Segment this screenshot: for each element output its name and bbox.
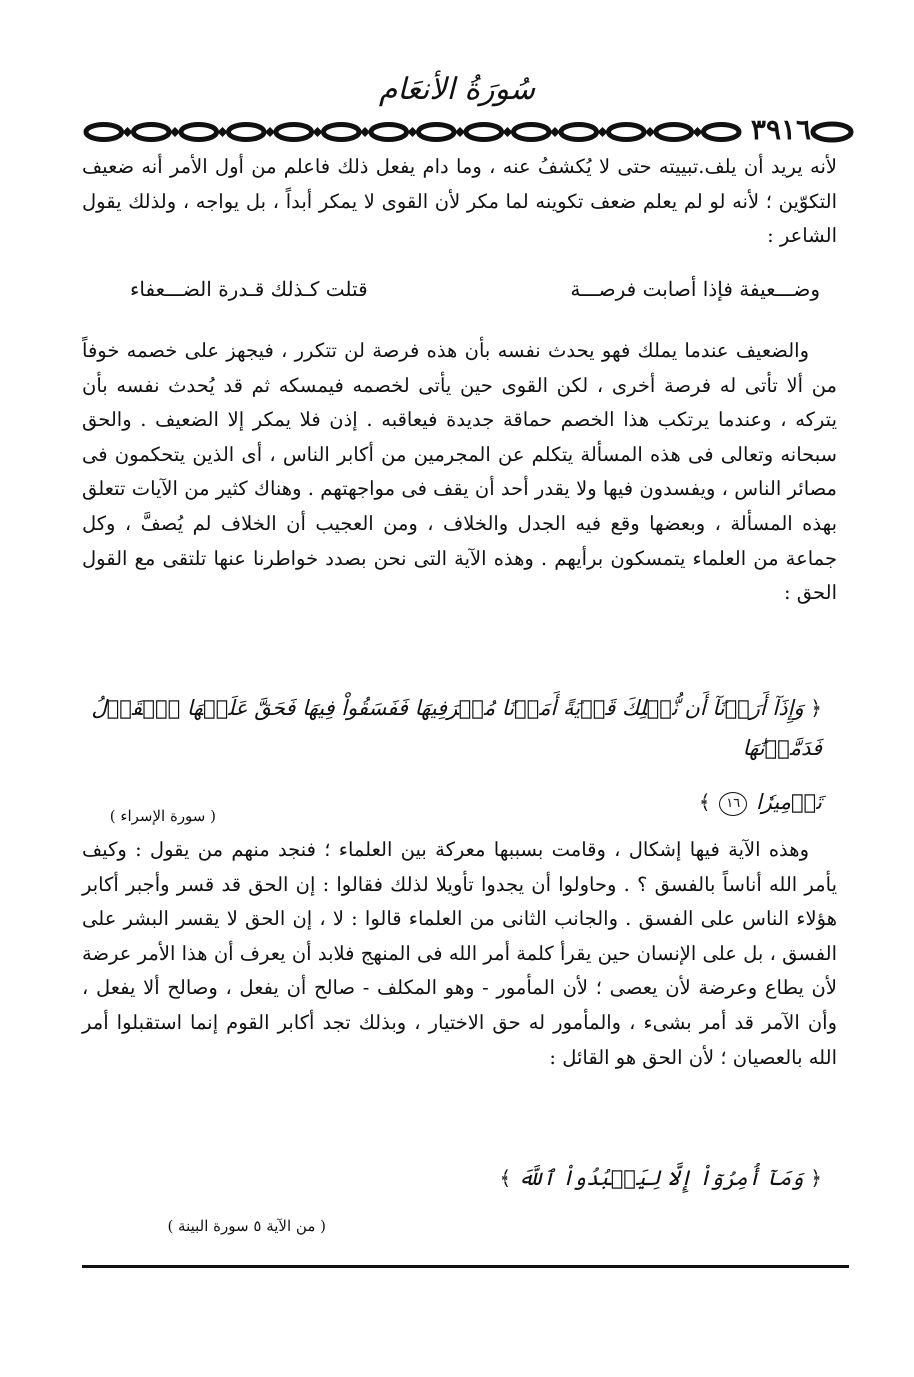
chain-link	[229, 125, 265, 140]
quran-reference-bayyina: ( من الآية ٥ سورة البينة )	[167, 1217, 326, 1235]
quran-verse-line-1	[82, 688, 822, 768]
poetry-verse	[130, 272, 820, 306]
chain-diamond	[503, 127, 513, 137]
chain-link	[86, 125, 122, 140]
chain-diamond	[598, 127, 608, 137]
quran-reference-isra: ( سورة الإسراء )	[109, 807, 216, 825]
ayah-number-marker: ١٦	[719, 792, 747, 816]
page-number: ٣٩١٦	[750, 113, 812, 146]
chain-diamond	[455, 127, 465, 137]
chain-diamond	[218, 127, 228, 137]
footer-divider	[82, 1265, 849, 1268]
ornamental-chain-end	[808, 118, 858, 146]
quran-verse-text: وَمَآ أُمِرُوٓاْ إِلَّا لِيَعۡبُدُواْ ٱللَّهَ	[517, 1166, 804, 1190]
chain-diamond	[170, 127, 180, 137]
paragraph-2: والضعيف عندما يملك فهو يحدث نفسه بأن هذه فرصة لن تتكرر ، فيجهز على خصمه خوفاً من ألا تأتى له فرصة أخرى ، لكن القوى حين يأتى لخصمه فيمسكه ثم قد يُحدث نفسه بأن يتركه ، وعندما يرتكب هذا الخصم حماقة جديدة فيعاقبه . إذن فلا يمكر إلا الضعيف . والحق سبحانه وتعالى فى هذه المسألة يتكلم عن المجرمين من أكابر الناس ، أى الذين يتحكمون فى مصائر الناس ، ويفسدون فيها ولا يقدر أحد أن يقف فى مواجهتهم . وهناك كثير من الآيات تتعلق بهذه المسألة ، وبعضها وقع فيه الجدل والخلاف ، ومن العجيب أن الخلاف لم يُصفَّ ، وكل جماعة من العلماء يتمسكون برأيهم . وهذه الآية التى نحن بصدد خواطرنا عنها تلتقى مع القول الحق :	[82, 339, 837, 605]
chain-link	[134, 125, 170, 140]
chain-link	[609, 125, 645, 140]
chain-link	[371, 125, 407, 140]
chain-link	[324, 125, 360, 140]
quran-open-ornament-icon: ﴿	[810, 1166, 822, 1190]
chain-diamond	[645, 127, 655, 137]
chain-diamond	[265, 127, 275, 137]
quran-verse-bayyina	[82, 1158, 822, 1198]
chain-diamond	[123, 127, 133, 137]
chain-link	[514, 125, 550, 140]
quran-verse-text: وَإِذَآ أَرَدۡنَآ أَن نُّهۡلِكَ قَرۡيَةً أَمَرۡنَا مُتۡرَفِيهَا فَفَسَقُواْ فِيهَا فَحَقَّ عَلَيۡهَا ٱلۡقَوۡلُ فَدَمَّرۡنَٰهَا	[91, 696, 822, 760]
quran-open-ornament-icon: ﴿	[810, 696, 822, 720]
paragraph-3: وهذه الآية فيها إشكال ، وقامت بسببها معركة بين العلماء ؛ فنجد منهم من يقول : وكيف يأمر الله أناساً بالفسق ؟ . وحاولوا أن يجدوا تأويلا لذلك فقالوا : إن الحق قد قسر وأجبر أكابر هؤلاء الناس على الفسق . والجانب الثانى من العلماء قالوا : لا ، إن الحق لا يقسر البشر على الفسق ، بل على الإنسان حين يقرأ كلمة أمر الله فى المنهج فلابد أن يعرف أن هذا الأمر عرضة لأن يطاع وعرضة لأن يعصى ؛ لأن المأمور - وهو المكلف - صالح أن يفعل ، وصالح ألا يفعل ، وأن الآمر قد أمر بشىء ، والمأمور له حق الاختيار ، وبذلك تجد أكابر القوم إنما استقبلوا أمر الله بالعصيان ؛ لأن الحق هو القائل :	[82, 838, 837, 1069]
chain-link	[466, 125, 502, 140]
quran-verse-isra	[82, 688, 822, 822]
chain-link	[704, 125, 740, 140]
ornamental-chain-border	[80, 118, 745, 146]
chain-diamond	[693, 127, 703, 137]
paragraph-1: لأنه يريد أن يلف.تبييته حتى لا يُكشفُ عنه ، وما دام يفعل ذلك فاعلم من أول الأمر أنه ضعيف التكوّين ؛ لأنه لو لم يعلم ضعف تكوينه لما مكر لأن القوى لا يمكر أبداً ، بل يواجه ، ولذلك يقول الشاعر :	[82, 155, 837, 248]
chain-diamond	[313, 127, 323, 137]
chain-link	[656, 125, 692, 140]
chain-link	[276, 125, 312, 140]
quran-verse-text-end: تَدۡمِيرٗا	[755, 790, 822, 814]
surah-title: سُورَةُ الأنعَام	[378, 72, 536, 107]
verse-first-hemistich: وضـــعيفة فإذا أصابت فرصـــة	[570, 277, 820, 301]
chain-link	[181, 125, 217, 140]
verse-second-hemistich: قتلت كـذلك قـدرة الضـــعفاء	[130, 277, 368, 301]
chain-diamond	[550, 127, 560, 137]
chain-link	[561, 125, 597, 140]
quran-close-ornament-icon: ﴾	[499, 1166, 512, 1190]
quran-close-ornament-icon: ﴾	[698, 790, 711, 814]
chain-diamond	[360, 127, 370, 137]
chain-diamond	[408, 127, 418, 137]
chain-link	[419, 125, 455, 140]
